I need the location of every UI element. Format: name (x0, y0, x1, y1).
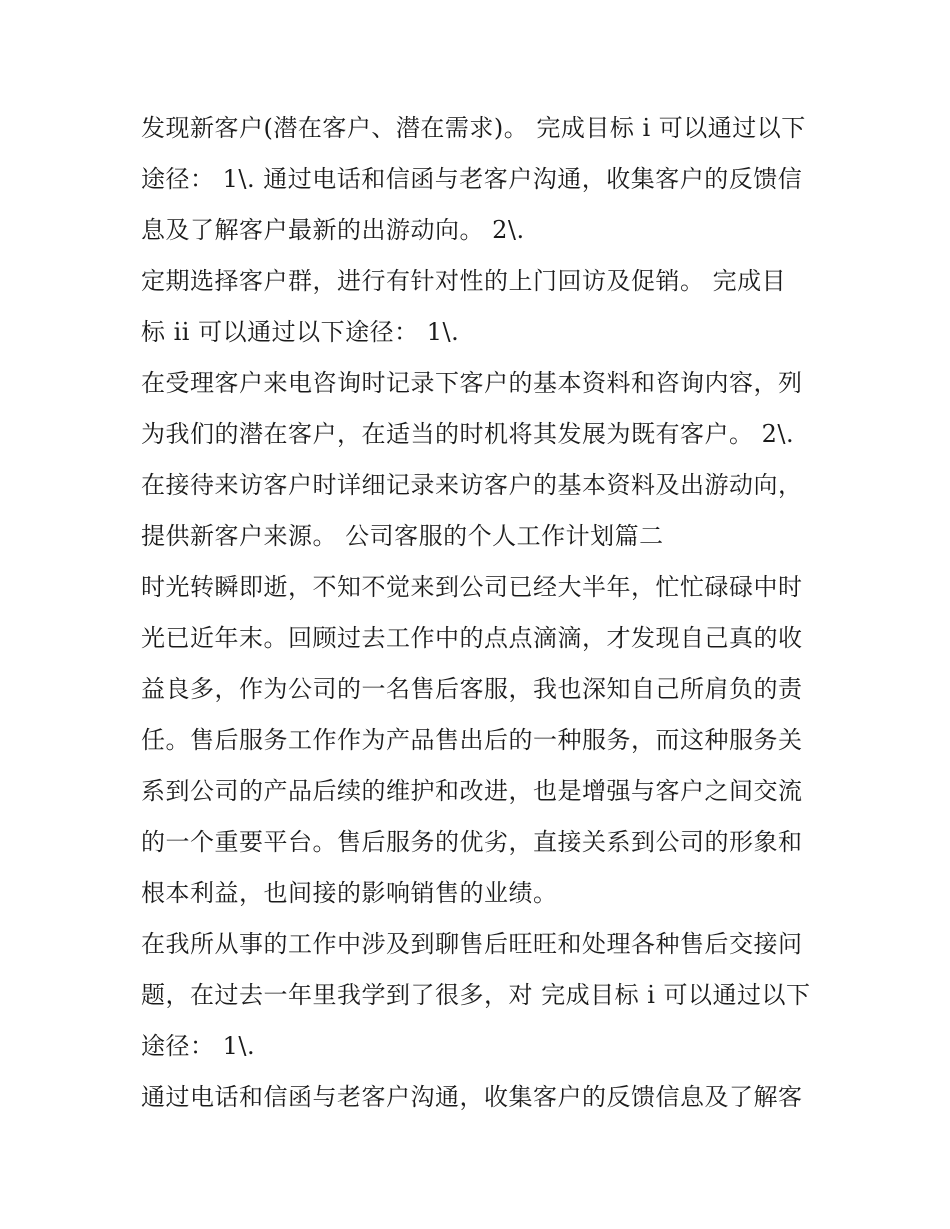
text-line: 途径： 1\. 通过电话和信函与老客户沟通，收集客户的反馈信 (141, 165, 803, 193)
text-line: 在我所从事的工作中涉及到聊售后旺旺和处理各种售后交接问 (141, 930, 803, 958)
text-line: 的一个重要平台。售后服务的优劣，直接关系到公司的形象和 (141, 828, 803, 856)
text-line: 标 ii 可以通过以下途径： 1\. (141, 318, 460, 346)
text-line: 任。售后服务工作作为产品售出后的一种服务，而这种服务关 (141, 726, 803, 754)
text-line: 时光转瞬即逝，不知不觉来到公司已经大半年，忙忙碌碌中时 (141, 573, 803, 601)
text-line: 通过电话和信函与老客户沟通，收集客户的反馈信息及了解客 (141, 1083, 803, 1111)
text-line: 光已近年末。回顾过去工作中的点点滴滴，才发现自己真的收 (141, 624, 803, 652)
text-line: 益良多，作为公司的一名售后客服，我也深知自己所肩负的责 (141, 675, 803, 703)
text-line: 为我们的潜在客户，在适当的时机将其发展为既有客户。 2\. (141, 420, 795, 448)
text-line: 在受理客户来电咨询时记录下客户的基本资料和咨询内容，列 (141, 369, 803, 397)
text-line: 息及了解客户最新的出游动向。 2\. (141, 216, 525, 244)
text-line: 提供新客户来源。 公司客服的个人工作计划篇二 (141, 522, 664, 550)
text-line: 题，在过去一年里我学到了很多，对 完成目标 i 可以通过以下 (141, 981, 811, 1009)
text-line: 在接待来访客户时详细记录来访客户的基本资料及出游动向， (141, 471, 803, 499)
text-line: 发现新客户(潜在客户、潜在需求)。 完成目标 i 可以通过以下 (141, 114, 806, 142)
text-line: 途径： 1\. (141, 1032, 256, 1060)
text-line: 系到公司的产品后续的维护和改进，也是增强与客户之间交流 (141, 777, 803, 805)
text-line: 定期选择客户群，进行有针对性的上门回访及促销。 完成目 (141, 267, 787, 295)
text-line: 根本利益，也间接的影响销售的业绩。 (141, 879, 558, 907)
